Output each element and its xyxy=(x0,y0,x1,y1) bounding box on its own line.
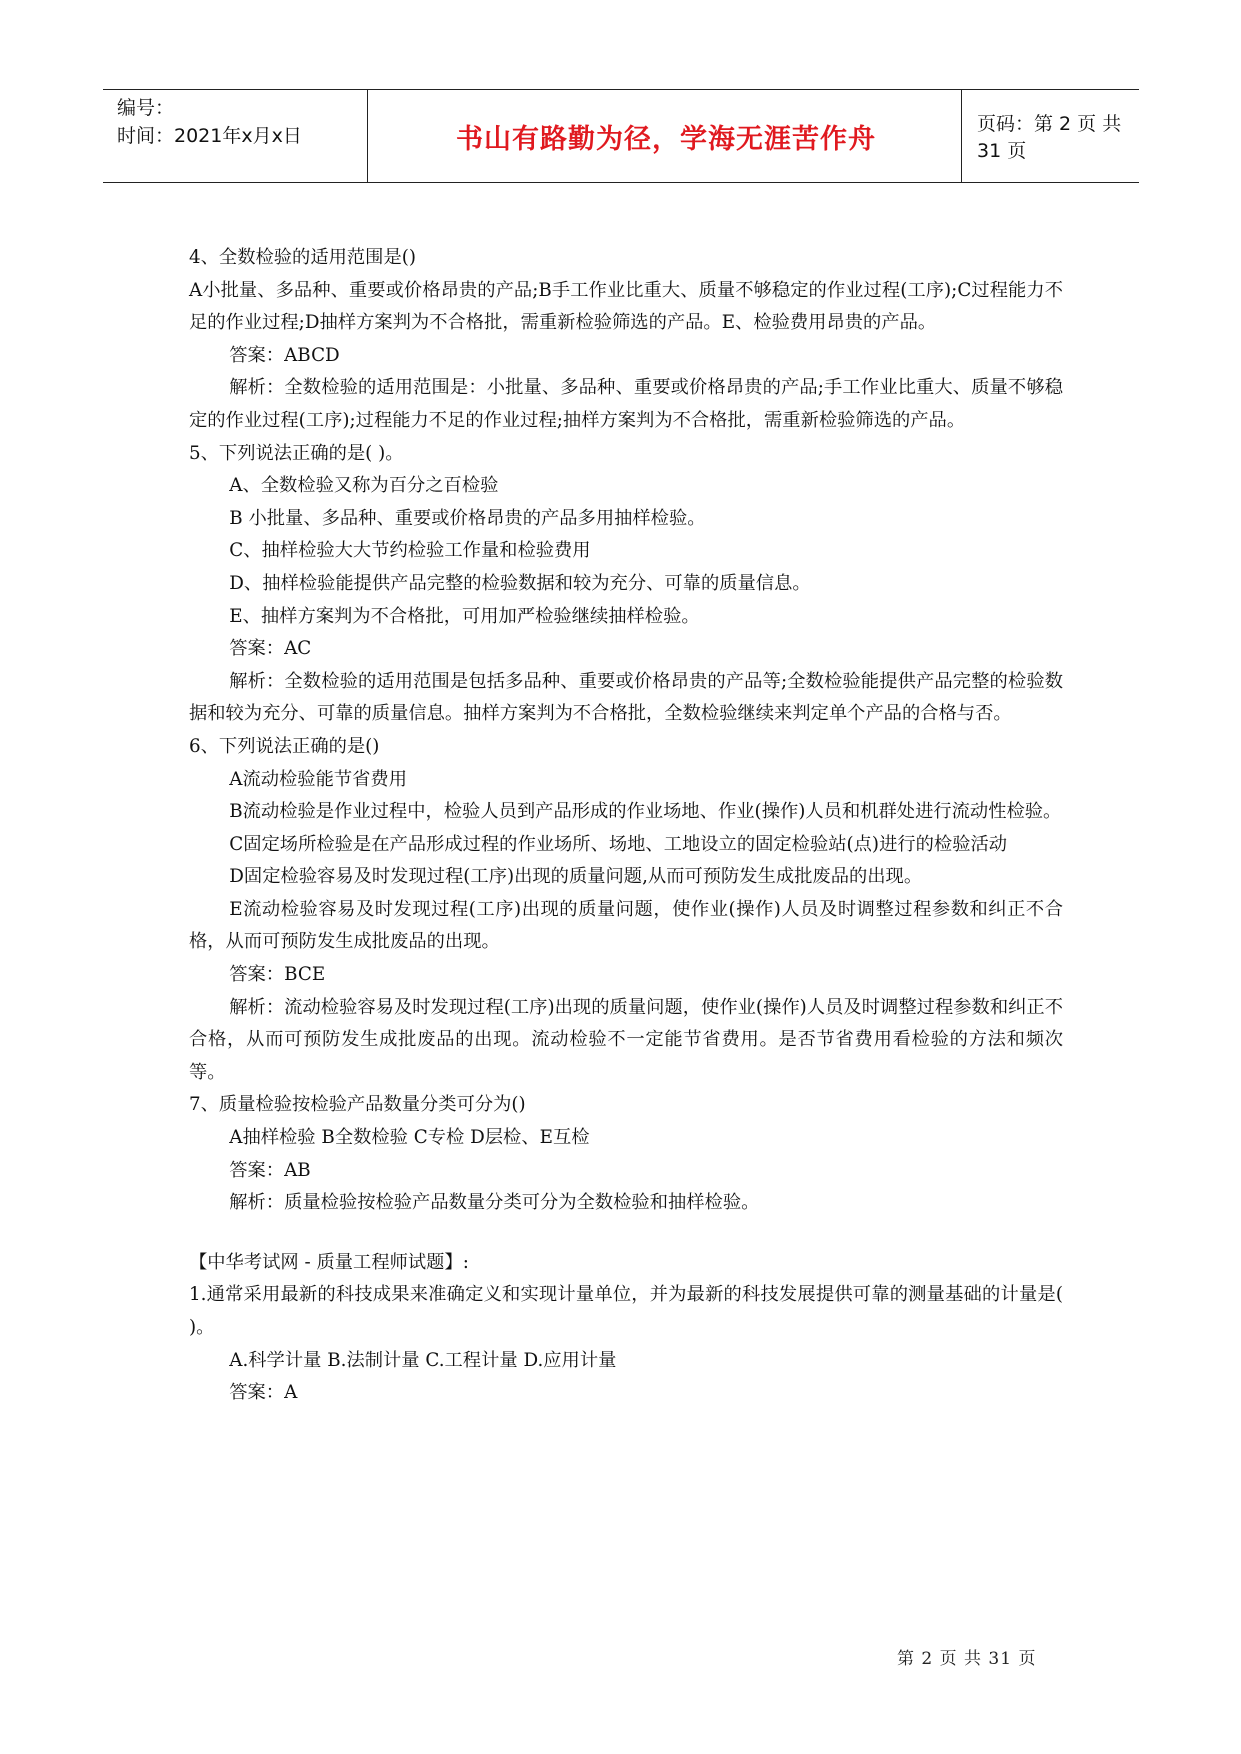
question-7-options: A抽样检验 B全数检验 C专检 D层检、E互检 xyxy=(229,1127,590,1149)
question-6: 6、下列说法正确的是() xyxy=(189,735,380,757)
question-5-option-b: B 小批量、多品种、重要或价格昂贵的产品多用抽样检验。 xyxy=(229,507,706,529)
question-7-answer: 答案：AB xyxy=(229,1159,311,1181)
section-spacer xyxy=(189,1220,1063,1247)
question-6-option-b: B流动检验是作业过程中，检验人员到产品形成的作业场地、作业(操作)人员和机群处进行流动性检验。 xyxy=(229,801,1062,823)
question-4-answer: 答案：ABCD xyxy=(229,344,340,366)
header-page-label: 页码：第 2 页 共 31 页 xyxy=(977,113,1122,162)
header-divider xyxy=(961,90,962,182)
question-5-option-e: E、抽样方案判为不合格批，可用加严检验继续抽样检验。 xyxy=(229,605,700,627)
header-motto: 书山有路勤为径，学海无涯苦作舟 xyxy=(456,123,876,155)
question-5-option-a: A、全数检验又称为百分之百检验 xyxy=(229,475,499,497)
serial-label: 编号： xyxy=(117,97,175,119)
question-6-option-d: D固定检验容易及时发现过程(工序)出现的质量问题,从而可预防发生成批废品的出现。 xyxy=(229,866,923,888)
question-6-option-a: A流动检验能节省费用 xyxy=(229,768,407,790)
question-7-analysis: 解析：质量检验按检验产品数量分类可分为全数检验和抽样检验。 xyxy=(229,1192,760,1214)
question-5-option-d: D、抽样检验能提供产品完整的检验数据和较为充分、可靠的质量信息。 xyxy=(229,572,811,594)
section-question-1: 1.通常采用最新的科技成果来准确定义和实现计量单位，并为最新的科技发展提供可靠的测量基础的计量是( )。 xyxy=(189,1284,1063,1338)
question-6-option-c: C固定场所检验是在产品形成过程的作业场所、场地、工地设立的固定检验站(点)进行的检验活动 xyxy=(229,833,1008,855)
question-5: 5、下列说法正确的是( )。 xyxy=(189,442,404,464)
header-meta xyxy=(117,94,367,150)
time-label: 时间：2021年x月x日 xyxy=(117,125,302,147)
question-7: 7、质量检验按检验产品数量分类可分为() xyxy=(189,1094,526,1116)
section-question-1-options: A.科学计量 B.法制计量 C.工程计量 D.应用计量 xyxy=(229,1349,617,1371)
question-5-option-c: C、抽样检验大大节约检验工作量和检验费用 xyxy=(229,540,591,562)
document-body xyxy=(189,242,1063,1410)
page-header xyxy=(103,89,1139,183)
page-footer: 第 2 页 共 31 页 xyxy=(897,1649,1037,1669)
header-divider xyxy=(367,90,368,182)
question-4: 4、全数检验的适用范围是() xyxy=(189,247,416,268)
question-5-analysis: 解析：全数检验的适用范围是包括多品种、重要或价格昂贵的产品等;全数检验能提供产品完整的检验数据和较为充分、可靠的质量信息。抽样方案判为不合格批，全数检验继续来判定单个产品的合格与否。 xyxy=(189,670,1063,725)
question-5-answer: 答案：AC xyxy=(229,638,312,660)
question-6-option-e: E流动检验容易及时发现过程(工序)出现的质量问题，使作业(操作)人员及时调整过程参数和纠正不合格，从而可预防发生成批废品的出现。 xyxy=(189,898,1063,953)
question-4-options: A小批量、多品种、重要或价格昂贵的产品;B手工作业比重大、质量不够稳定的作业过程(工序);C过程能力不足的作业过程;D抽样方案判为不合格批，需重新检验筛选的产品。E、检验费用昂贵的产品。 xyxy=(189,279,1063,334)
section-question-1-answer: 答案：A xyxy=(229,1382,298,1404)
question-4-analysis: 解析：全数检验的适用范围是：小批量、多品种、重要或价格昂贵的产品;手工作业比重大、质量不够稳定的作业过程(工序);过程能力不足的作业过程;抽样方案判为不合格批，需重新检验筛选的产品。 xyxy=(189,377,1063,431)
section-title: 【中华考试网 - 质量工程师试题】: xyxy=(189,1251,469,1273)
question-6-answer: 答案：BCE xyxy=(229,964,326,986)
question-6-analysis: 解析：流动检验容易及时发现过程(工序)出现的质量问题，使作业(操作)人员及时调整过程参数和纠正不合格，从而可预防发生成批废品的出现。流动检验不一定能节省费用。是否节省费用看检验的方法和频次等。 xyxy=(189,996,1063,1083)
